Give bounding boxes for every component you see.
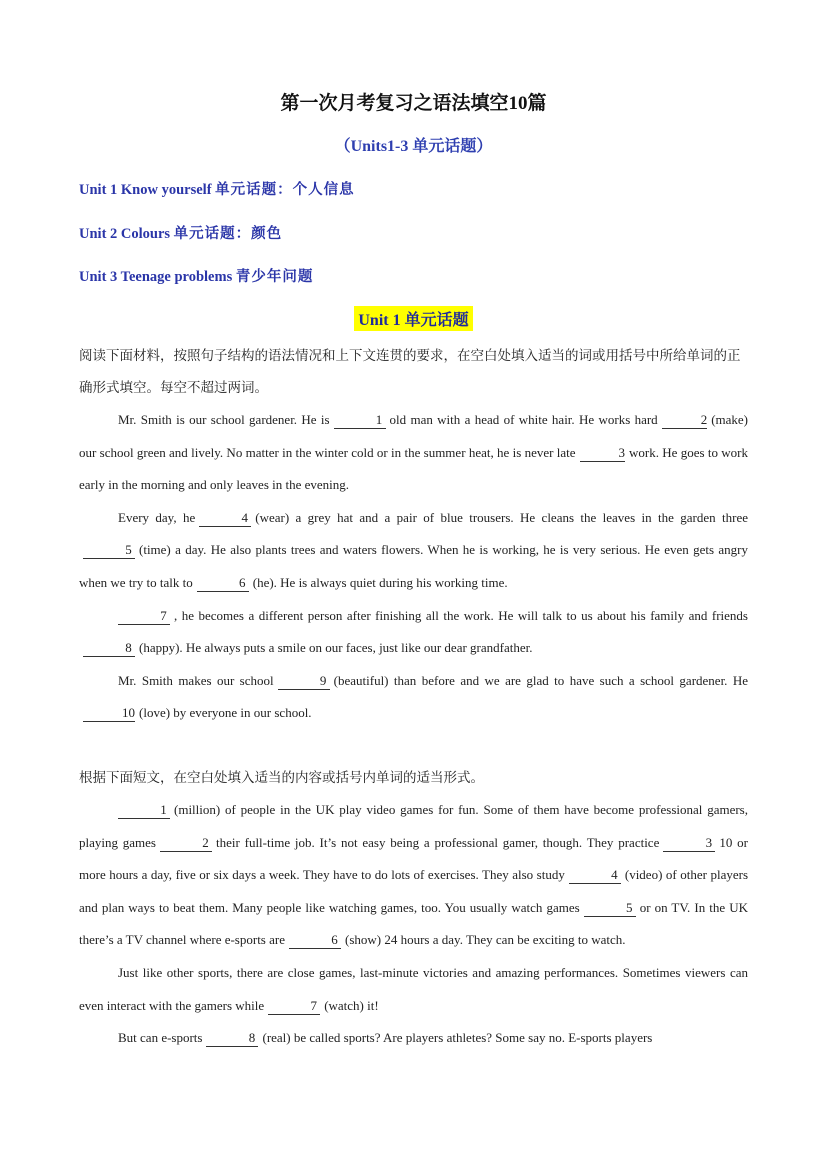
passage1: [79, 404, 748, 730]
blank-8[interactable]: 8: [83, 640, 135, 657]
passage-text: Mr. Smith makes our school: [118, 672, 274, 688]
unit-topic-1: [79, 178, 355, 199]
passage2-paragraph-1: [79, 794, 748, 957]
unit-topic-3: [79, 265, 313, 286]
p2-blank-2[interactable]: 2: [160, 835, 212, 852]
blank-2[interactable]: 2: [662, 412, 708, 429]
blank-7[interactable]: 7: [118, 608, 170, 625]
passage-text: , he becomes a different person after finishing all the work. He will talk to us about his family and friends: [174, 607, 748, 623]
passage-text: (real) be called sports? Are players athletes? Some say no. E-sports players: [262, 1030, 653, 1046]
passage2-paragraph-3: [79, 1022, 748, 1055]
passage-text: (show) 24 hours a day. They can be exciting to watch.: [345, 932, 626, 948]
unit-topic-1-cn: 单元话题：个人信息: [215, 182, 355, 198]
document-subtitle: （Units1-3 单元话题）: [334, 138, 493, 155]
passage-text: work. He goes to work early in the morning and only leaves in the evening.: [79, 444, 748, 493]
p2-blank-5[interactable]: 5: [584, 900, 636, 917]
p2-blank-7[interactable]: 7: [268, 998, 320, 1015]
passage-text: Every day, he: [118, 509, 196, 525]
document-title: 第一次月考复习之语法填空10篇: [280, 93, 547, 114]
passage1-paragraph-3: [79, 600, 748, 665]
blank-6[interactable]: 6: [197, 575, 249, 592]
p2-blank-6[interactable]: 6: [289, 932, 341, 949]
section-heading-wrap: [79, 306, 748, 331]
passage-text: (beautiful) than before and we are glad to have such a school gardener. He: [333, 672, 749, 688]
unit-topic-2-en: Unit 2 Colours: [79, 226, 171, 242]
passage1-instruction: 阅读下面材料，按照句子结构的语法情况和上下文连贯的要求，在空白处填入适当的词或用括号中所给单词的正确形式填空。每空不超过两词。: [79, 348, 741, 396]
passage1-paragraph-2: [79, 502, 748, 600]
unit-topic-2: [79, 222, 282, 243]
p2-blank-3[interactable]: 3: [663, 835, 715, 852]
passage-text: But can e-sports: [118, 1030, 203, 1046]
passage-text: (million) of people in the UK play video games for fun. Some of them have become professional gamers, playing games: [79, 802, 748, 850]
passage-text: old man with a head of white hair. He works hard: [389, 412, 658, 427]
passage1-paragraph-4: [79, 665, 748, 730]
passage2-instruction: 根据下面短文，在空白处填入适当的内容或括号内单词的适当形式。: [79, 770, 484, 786]
passage-text: (wear) a grey hat and a pair of blue trousers. He cleans the leaves in the garden three: [255, 509, 748, 525]
passage-text: 10 or more hours a day, five or six days a week. They have to do lots of exercises. They also study: [79, 834, 748, 883]
passage-text: (time) a day. He also plants trees and waters flowers. When he is working, he is very serious. He even gets angry when we try to talk to: [79, 542, 748, 590]
section-heading: Unit 1 单元话题: [354, 306, 472, 331]
passage-text: their full-time job. It’s not easy being a professional gamer, though. They practice: [216, 834, 660, 850]
unit-topic-3-cn: 青少年问题: [235, 269, 314, 285]
passage-text: (video) of other players and plan ways to beat them. Many people like watching games, too. You usually watch games: [79, 867, 748, 915]
passage-text: or on TV. In the UK there’s a TV channel where e-sports are: [79, 899, 748, 948]
p2-blank-4[interactable]: 4: [569, 867, 621, 884]
passage-text: Mr. Smith is our school gardener. He is: [118, 412, 330, 427]
blank-9[interactable]: 9: [278, 673, 330, 690]
unit-topic-2-cn: 单元话题：颜色: [173, 226, 283, 242]
blank-10[interactable]: 10: [83, 705, 135, 722]
p2-blank-8[interactable]: 8: [206, 1030, 258, 1047]
blank-5[interactable]: 5: [83, 542, 135, 559]
passage-text: (watch) it!: [324, 997, 379, 1013]
blank-3[interactable]: 3: [580, 445, 626, 462]
unit-topic-1-en: Unit 1 Know yourself: [79, 182, 212, 198]
passage2-paragraph-2: [79, 957, 748, 1022]
passage-text: (he). He is always quiet during his working time.: [252, 574, 508, 590]
passage-text: (make) our school green and lively. No matter in the winter cold or in the summer heat, he is never late: [79, 412, 748, 460]
p2-blank-1[interactable]: 1: [118, 802, 170, 819]
passage-text: (happy). He always puts a smile on our faces, just like our dear grandfather.: [139, 640, 533, 656]
passage-text: Just like other sports, there are close games, last-minute victories and amazing performances. Sometimes viewers can even interact with the gamers while: [79, 964, 748, 1013]
blank-1[interactable]: 1: [334, 412, 386, 429]
unit-topic-3-en: Unit 3 Teenage problems: [79, 269, 233, 285]
passage1-paragraph-1: [79, 404, 748, 502]
passage2: [79, 794, 748, 1055]
blank-4[interactable]: 4: [199, 510, 251, 527]
passage-text: (love) by everyone in our school.: [139, 705, 312, 721]
